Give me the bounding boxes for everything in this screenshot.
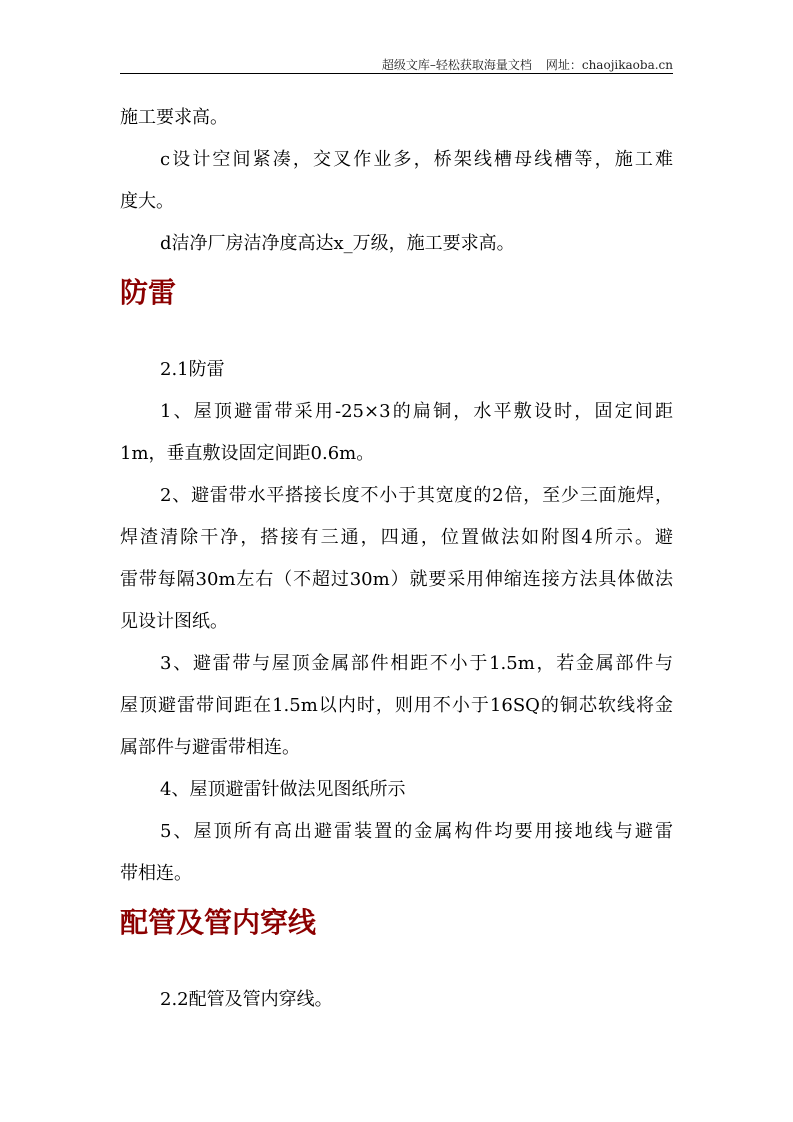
paragraph-line: 2.2配管及管内穿线。 xyxy=(160,989,333,1010)
paragraph-line: d洁净厂房洁净度高达x_万级，施工要求高。 xyxy=(160,233,515,254)
header-url: 网址：chaojikaoba.cn xyxy=(545,58,673,72)
paragraph-line: 4、屋顶避雷针做法见图纸所示 xyxy=(160,779,406,800)
paragraph-line: c设计空间紧凑，交叉作业多，桥架线槽母线槽等，施工难 xyxy=(160,149,673,170)
header-divider xyxy=(120,73,673,74)
paragraph-line: 见设计图纸。 xyxy=(120,611,228,632)
paragraph-line: 施工要求高。 xyxy=(120,107,228,128)
paragraph-line: 屋顶避雷带间距在1.5m以内时，则用不小于16SQ的铜芯软线将金 xyxy=(120,695,673,716)
paragraph-line: 度大。 xyxy=(120,191,174,212)
paragraph-line: 属部件与避雷带相连。 xyxy=(120,737,300,758)
paragraph-line: 1、屋顶避雷带采用-25×3的扁铜，水平敷设时，固定间距 xyxy=(160,401,673,422)
paragraph-line: 带相连。 xyxy=(120,863,192,884)
paragraph-line: 雷带每隔30m左右（不超过30m）就要采用伸缩连接方法具体做法 xyxy=(120,569,673,590)
header-site-name: 超级文库–轻松获取海量文档 xyxy=(381,58,532,72)
paragraph-line: 5、屋顶所有高出避雷装置的金属构件均要用接地线与避雷 xyxy=(160,821,673,842)
paragraph-line: 1m，垂直敷设固定间距0.6m。 xyxy=(120,443,375,464)
page-header xyxy=(120,56,673,73)
section-heading: 防雷 xyxy=(120,276,177,309)
paragraph-line: 2.1防雷 xyxy=(160,359,225,380)
document-body xyxy=(120,103,673,1027)
paragraph-line: 3、避雷带与屋顶金属部件相距不小于1.5m，若金属部件与 xyxy=(160,653,673,674)
section-heading: 配管及管内穿线 xyxy=(120,906,317,939)
paragraph-line: 焊渣清除干净，搭接有三通，四通，位置做法如附图4所示。避 xyxy=(120,527,673,548)
paragraph-line: 2、避雷带水平搭接长度不小于其宽度的2倍，至少三面施焊， xyxy=(160,485,673,506)
